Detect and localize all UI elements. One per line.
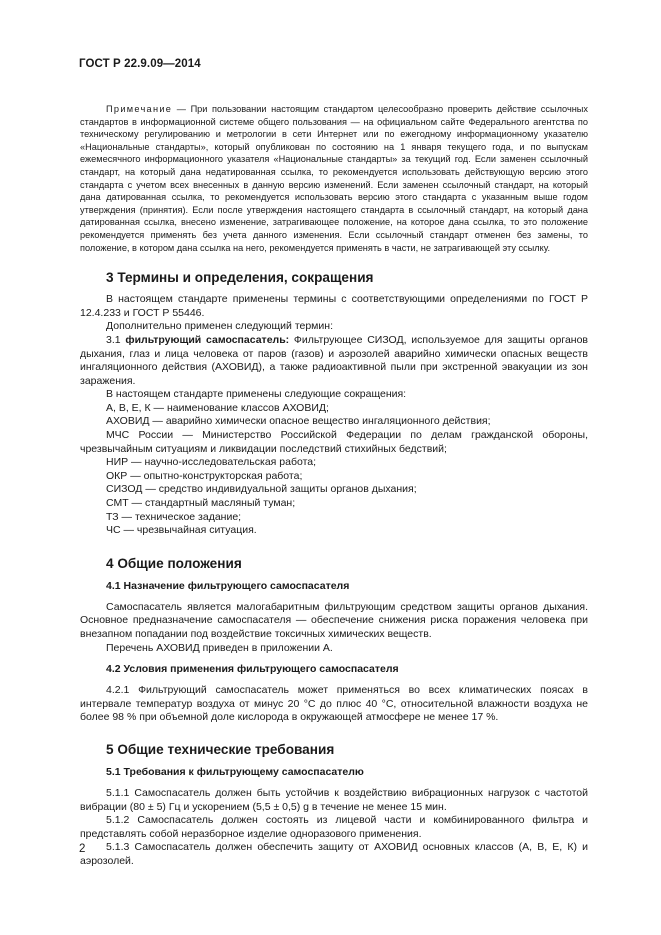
- subsection-4-2-p1: 4.2.1 Фильтрующий самоспасатель может применяться во всех климатических поясах в интервале температур воздуха от минус 20 °С до плюс 40 °С, относительной влажности воздуха не более 98 % при объемной доле кислорода в окружающей атмосфере не менее 17 %.: [80, 684, 588, 724]
- clause-5-1-1: 5.1.1 Самоспасатель должен быть устойчив к воздействию вибрационных нагрузок с частотой вибрации (80 ± 5) Гц и ускорением (5,5 ± 0,5) g в течение не менее 15 мин.: [80, 786, 588, 813]
- note-label: Примечание: [106, 104, 173, 114]
- abbr-item: НИР — научно-исследовательская работа;: [106, 456, 317, 469]
- term-name: фильтрующий самоспасатель:: [125, 333, 290, 346]
- subsection-4-1-p2: Перечень АХОВИД приведен в приложении А.: [106, 641, 333, 654]
- subsection-4-1-p1: Самоспасатель является малогабаритным фильтрующим средством защиты органов дыхания. Основное предназначение самоспасателя — обеспечение снижения риска поражения человека при внезапном попадании под воздействие токсичных химических веществ.: [80, 600, 588, 640]
- abbr-item: СМТ — стандартный масляный туман;: [106, 497, 296, 510]
- section-4-title: 4 Общие положения: [106, 555, 242, 571]
- abbr-item: АХОВИД — аварийно химически опасное вещество ингаляционного действия;: [106, 415, 491, 428]
- subsection-4-2-title: 4.2 Условия применения фильтрующего самоспасателя: [106, 663, 399, 676]
- note-block: [80, 103, 588, 254]
- note-paragraph: [80, 103, 588, 254]
- abbr-item: ЧС — чрезвычайная ситуация.: [106, 524, 257, 537]
- section-5: [80, 742, 588, 869]
- clause-5-1-2: 5.1.2 Самоспасатель должен состоять из лицевой части и комбинированного фильтра и представлять собой неразборное изделие одноразового применения.: [80, 814, 588, 840]
- section-5-title: 5 Общие технические требования: [106, 741, 335, 757]
- term-number: 3.1: [106, 333, 126, 346]
- abbr-item: А, В, Е, К — наименование классов АХОВИД;: [106, 401, 329, 414]
- term-definition: [80, 334, 588, 388]
- subsection-5-1-title: 5.1 Требования к фильтрующему самоспасателю: [106, 765, 364, 778]
- subsection-4-1-title: 4.1 Назначение фильтрующего самоспасателя: [106, 579, 350, 592]
- abbr-item: ТЗ — техническое задание;: [106, 510, 242, 523]
- section-3-p3: В настоящем стандарте применены следующие сокращения:: [106, 388, 407, 401]
- clause-5-1-3: 5.1.3 Самоспасатель должен обеспечить защиту от АХОВИД основных классов (А, В, Е, К) и аэрозолей.: [80, 841, 588, 867]
- section-3-p2: Дополнительно применен следующий термин:: [106, 320, 333, 333]
- note-text: — При пользовании настоящим стандартом целесообразно проверить действие ссылочных стандартов в информационной системе общего пользования — на официальном сайте Федерального агентства по техническому регулированию и метрологии в сети Интернет или по ежегодному информационному указателю «Национальные стандарты», который опубликован по состоянию на 1 января текущего года, и по выпускам ежемесячного информационного указателя «Национальные стандарты» за текущий год. Если заменен ссылочный стандарт, на который дана недатированная ссылка, то рекомендуется использовать действующую версию этого стандарта с учетом всех внесенных в данную версию изменений. Если заменен ссылочный стандарт, на который дана датированная ссылка, то рекомендуется использовать версию этого стандарта с указанным выше годом утверждения (принятия). Если после утверждения настоящего стандарта в ссылочный стандарт, на который дана датированная ссылка, внесено изменение, затрагивающее положение, на которое дана ссылка, то это положение рекомендуется применять без учета данного изменения. Если ссылочный стандарт отменен без замены, то положение, в котором дана ссылка на него, рекомендуется применять в части, не затрагивающей эту ссылку.: [80, 104, 588, 253]
- abbr-item: СИЗОД — средство индивидуальной защиты органов дыхания;: [106, 483, 417, 496]
- term-text: Фильтрующее СИЗОД, используемое для защиты органов дыхания, глаз и лица человека от паров (газов) и аэрозолей аварийно химически опасных веществ ингаляционного действия (АХОВИД), а также радиоактивной пыли при экстренной эвакуации из зон заражения.: [80, 333, 588, 387]
- abbr-item: МЧС России — Министерство Российской Федерации по делам гражданской обороны, чрезвычайным ситуациям и ликвидации последствий стихийных бедствий;: [80, 429, 588, 455]
- section-3-title: 3 Термины и определения, сокращения: [106, 270, 374, 286]
- section-3: [80, 270, 588, 538]
- document-body: [80, 103, 588, 869]
- section-4: [80, 556, 588, 725]
- section-3-p1: В настоящем стандарте применены термины с соответствующими определениями по ГОСТ Р 12.4.233 и ГОСТ Р 55446.: [80, 293, 588, 319]
- document-header: ГОСТ Р 22.9.09—2014: [79, 58, 201, 70]
- abbr-item: ОКР — опытно-конструкторская работа;: [106, 469, 303, 482]
- page-number: 2: [79, 843, 86, 855]
